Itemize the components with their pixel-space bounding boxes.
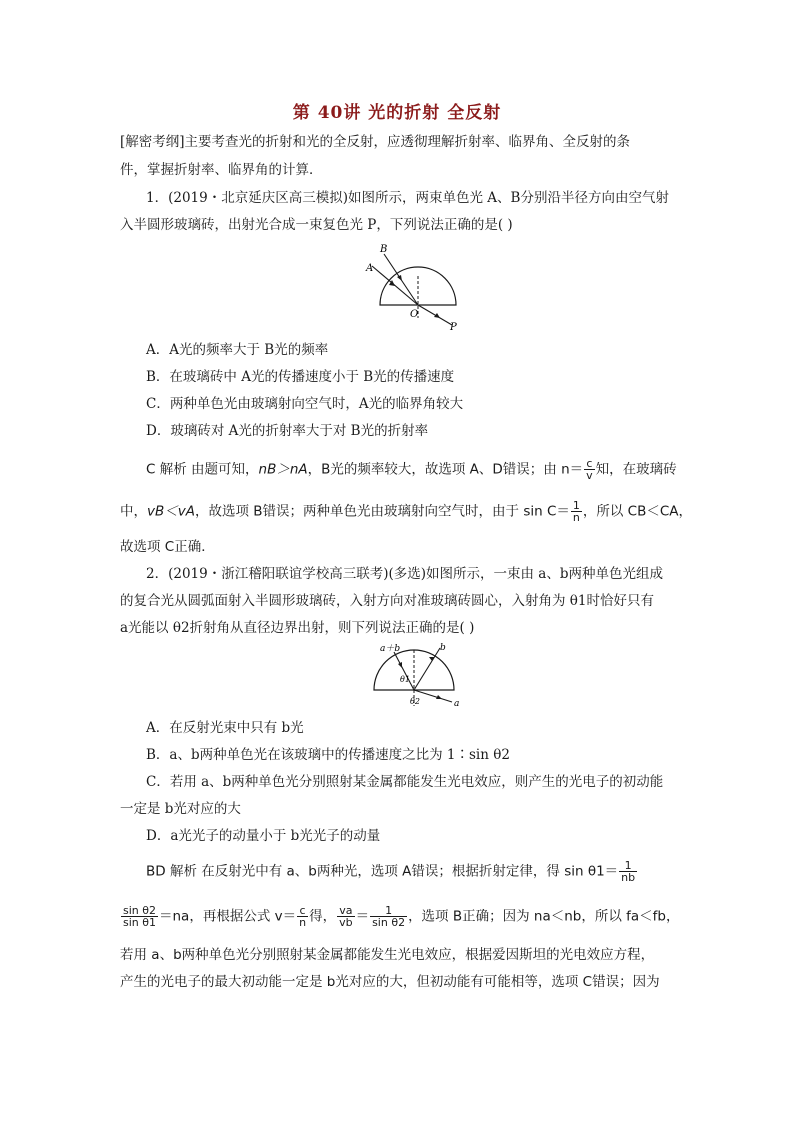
- fraction-denominator: sin θ2: [372, 916, 406, 929]
- q1-option-c: C．两种单色光由玻璃射向空气时，A光的临界角较大: [146, 396, 464, 412]
- q1-answer-line-2: [120, 499, 693, 524]
- fraction-numerator: 1: [572, 499, 580, 512]
- fraction-1-over-nb: [619, 860, 637, 883]
- q1-answer-text: 知，在玻璃砖: [595, 461, 677, 478]
- label-a: a: [454, 699, 460, 709]
- label-a: A: [366, 263, 374, 274]
- q1-option-a: A．A光的频率大于 B光的频率: [146, 342, 329, 358]
- label-b: b: [440, 643, 446, 653]
- q2-answer-text: ＝na，再根据公式 v＝: [158, 908, 297, 925]
- label-b: B: [380, 244, 388, 255]
- q1-answer-inequality: nB＞nA: [258, 461, 308, 478]
- q2-answer-line-4: 产生的光电子的最大初动能一定是 b光对应的大，但初动能有可能相等，选项 C错误；因为: [120, 974, 660, 990]
- fraction-numerator: 1: [370, 905, 407, 917]
- fraction-c-over-v: [584, 458, 595, 481]
- fraction-numerator: c: [297, 905, 308, 917]
- intro-line-2: 件，掌握折射率、临界角的计算．: [120, 162, 323, 178]
- q2-answer-line-2: [120, 905, 680, 928]
- fraction-numerator: sin θ2: [123, 904, 156, 917]
- q2-answer-text: 得，: [309, 908, 337, 925]
- fraction-sin-ratio: [121, 905, 158, 928]
- q2-figure: [360, 640, 470, 712]
- q2-option-c-line-2: 一定是 b光对应的大: [120, 801, 241, 817]
- q2-stem-line-2: 的复合光从圆弧面射入半圆形玻璃砖，入射方向对准玻璃砖圆心，入射角为 θ1时恰好只有: [120, 593, 655, 609]
- fraction-denominator: sin θ1: [123, 916, 156, 929]
- q1-answer-text: C 解析 由题可知，: [146, 461, 259, 478]
- q2-answer-text: ＝: [355, 908, 370, 925]
- fraction-va-over-vb: [337, 905, 355, 928]
- intro-line-1: [解密考纲]主要考查光的折射和光的全反射，应透彻理解折射率、临界角、全反射的条: [120, 134, 631, 150]
- fraction-1-over-sin: [370, 905, 407, 928]
- q1-answer-line-3: 故选项 C正确．: [120, 539, 215, 555]
- fraction-c-over-n: [297, 905, 308, 928]
- ray-a: [372, 266, 418, 305]
- q1-stem-line-2: 入半圆形玻璃砖，出射光合成一束复色光 P，下列说法正确的是( ): [120, 217, 513, 233]
- fraction-denominator: n: [572, 511, 580, 524]
- label-o: O: [410, 309, 419, 320]
- fraction-denominator: v: [586, 469, 593, 482]
- fraction-numerator: 1: [619, 860, 637, 872]
- label-theta2: θ2: [410, 697, 420, 706]
- q2-answer-line-3: 若用 a、b两种单色光分别照射某金属都能发生光电效应，根据爱因斯坦的光电效应方程，: [120, 947, 655, 963]
- q1-option-d: D．玻璃砖对 A光的折射率大于对 B光的折射率: [146, 423, 429, 439]
- q1-answer-text: ，所以 CB＜CA，: [582, 503, 693, 520]
- q2-option-d: D．a光光子的动量小于 b光光子的动量: [146, 828, 381, 844]
- arrow-b-icon: [397, 275, 402, 281]
- q2-answer-text: BD 解析 在反射光中有 a、b两种光，选项 A错误；根据折射定律，得 sin θ1＝: [146, 863, 619, 880]
- fraction-denominator: n: [299, 916, 307, 929]
- q1-answer-text: ，故选项 B错误；两种单色光由玻璃射向空气时，由于 sin C＝: [194, 503, 570, 520]
- q1-answer-text: ，B光的频率较大，故选项 A、D错误；由 n＝: [307, 461, 584, 478]
- q1-answer-text: 中，: [120, 503, 147, 520]
- q1-option-b: B．在玻璃砖中 A光的传播速度小于 B光的传播速度: [146, 369, 455, 385]
- page-title: 第 40讲 光的折射 全反射: [292, 103, 502, 123]
- label-p: P: [450, 322, 457, 330]
- q2-stem-line-3: a光能以 θ2折射角从直径边界出射，则下列说法正确的是( ): [120, 620, 475, 636]
- q2-answer-text: ，选项 B正确；因为 na＜nb，所以 fa＜fb，: [408, 908, 680, 925]
- q2-option-b: B．a、b两种单色光在该玻璃中的传播速度之比为 1∶sin θ2: [146, 747, 510, 763]
- fraction-denominator: nb: [621, 871, 636, 884]
- fraction-denominator: vb: [339, 916, 353, 929]
- ray-ab: [394, 652, 414, 690]
- fraction-numerator: c: [584, 458, 595, 470]
- q2-stem-line-1: 2．(2019・浙江稽阳联谊学校高三联考)(多选)如图所示，一束由 a、b两种单色光组成: [146, 566, 663, 582]
- q1-stem-line-1: 1．(2019・北京延庆区高三模拟)如图所示，两束单色光 A、B分别沿半径方向由空气射: [146, 190, 669, 206]
- ray-p: [418, 305, 452, 325]
- q1-answer-line-1: [146, 458, 706, 481]
- q2-answer-line-1: [146, 860, 706, 883]
- fraction-numerator: va: [337, 905, 355, 917]
- q2-option-c-line-1: C．若用 a、b两种单色光分别照射某金属都能发生光电效应，则产生的光电子的初动能: [146, 774, 664, 790]
- ray-b: [414, 648, 440, 690]
- fraction-1-over-n: [571, 500, 582, 523]
- q2-option-a: A．在反射光束中只有 b光: [146, 720, 304, 736]
- label-ab: a＋b: [380, 644, 401, 654]
- q1-figure: [360, 238, 470, 330]
- label-theta1: θ1: [400, 675, 410, 684]
- q1-answer-inequality: vB＜vA: [147, 503, 195, 520]
